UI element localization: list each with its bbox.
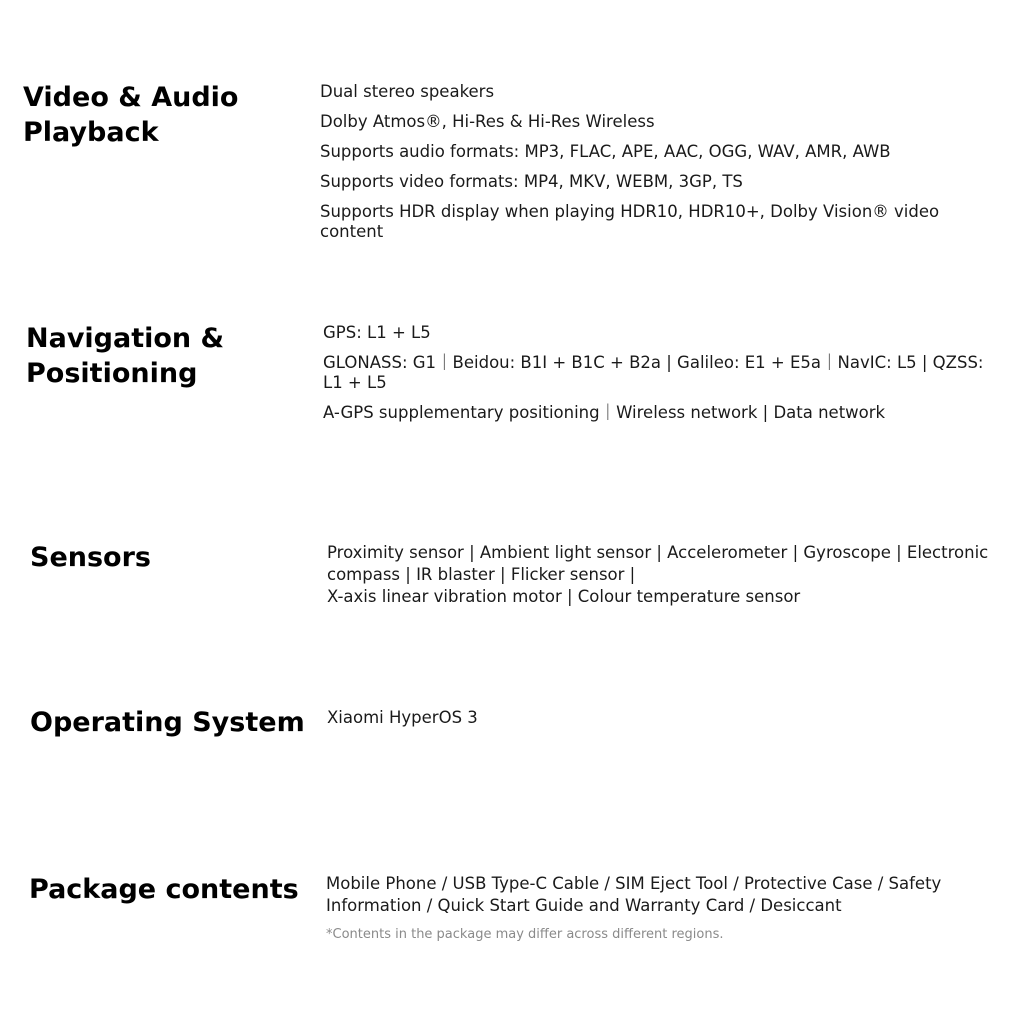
section-title: Operating System: [30, 707, 305, 738]
spec-list: [323, 323, 1003, 433]
spec-list: [327, 542, 1007, 608]
spec-line: Supports audio formats: MP3, FLAC, APE, AAC, OGG, WAV, AMR, AWB: [320, 142, 891, 161]
spec-line: Dual stereo speakers: [320, 82, 495, 101]
spec-line: X-axis linear vibration motor | Colour temperature sensor: [327, 587, 801, 606]
spec-list: [320, 82, 1000, 252]
spec-line: GPS: L1 + L5: [323, 323, 431, 342]
spec-line: A-GPS supplementary positioning｜Wireless network | Data network: [323, 403, 886, 422]
spec-list: [327, 707, 1007, 729]
section-title: Package contents: [29, 874, 299, 905]
spec-line: Supports video formats: MP4, MKV, WEBM, 3GP, TS: [320, 172, 743, 191]
section-title: Video & Audio Playback: [23, 82, 239, 148]
spec-line: Mobile Phone / USB Type-C Cable / SIM Eject Tool / Protective Case / Safety Information / Quick Start Guide and Warranty Card / Desiccant: [326, 874, 942, 915]
spec-line: GLONASS: G1｜Beidou: B1I + B1C + B2a | Galileo: E1 + E5a｜NavIC: L5 | QZSS: L1 + L5: [323, 353, 984, 392]
spec-line: Dolby Atmos®, Hi-Res & Hi-Res Wireless: [320, 112, 655, 131]
footnote: *Contents in the package may differ across different regions.: [326, 927, 724, 942]
section-title: Navigation & Positioning: [26, 323, 225, 389]
spec-line: Proximity sensor | Ambient light sensor | Accelerometer | Gyroscope | Electronic compass | IR blaster | Flicker sensor |: [327, 543, 989, 584]
spec-list: [326, 873, 986, 917]
spec-line: Supports HDR display when playing HDR10, HDR10+, Dolby Vision® video content: [320, 202, 940, 241]
spec-line: Xiaomi HyperOS 3: [327, 708, 478, 727]
section-title: Sensors: [30, 542, 151, 573]
